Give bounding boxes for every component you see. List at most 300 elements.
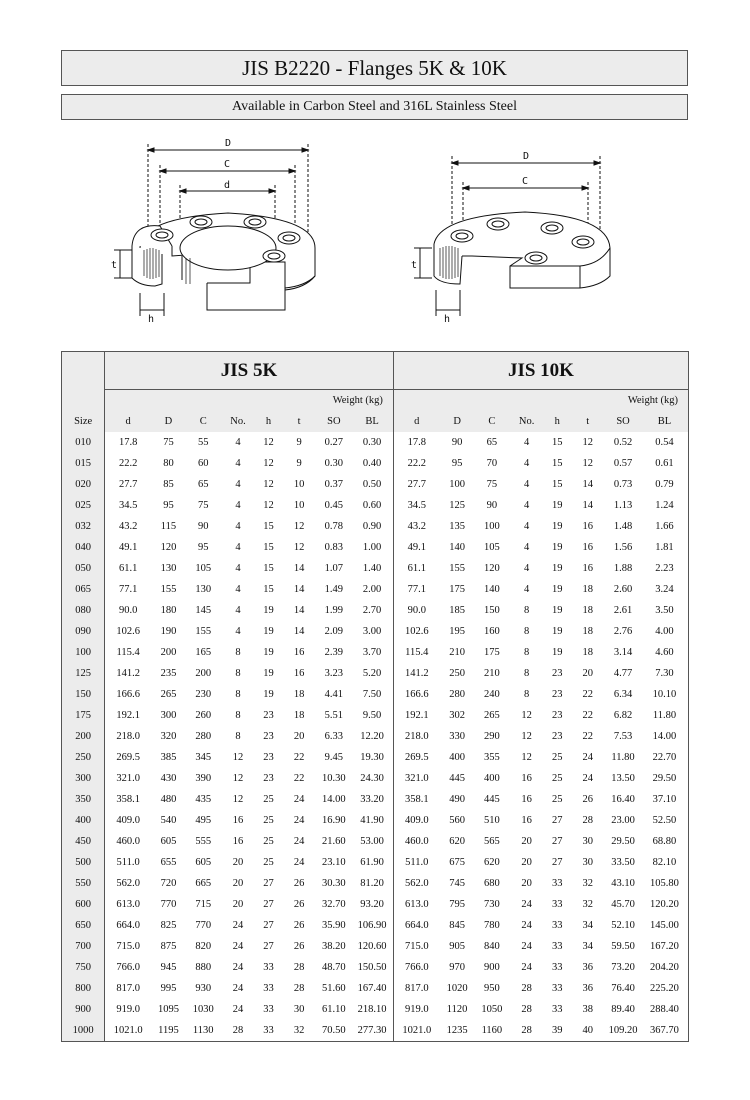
table-cell: 20 [232,857,244,868]
table-cell: 2.39 [324,647,344,658]
table-cell: 28 [521,983,532,994]
table-cell: 260 [195,710,212,721]
table-cell: 61.1 [393,558,439,579]
group-header-5k: JIS 5K [105,352,394,390]
table-cell: 22.70 [652,752,677,763]
table-cell: 27.7 [118,479,138,490]
table-cell: 14.00 [652,731,677,742]
table-cell: 19 [551,647,563,658]
table-row [62,579,689,600]
table-cell: 4 [235,542,241,553]
table-cell: 24 [232,920,244,931]
table-cell: 2.00 [362,584,382,595]
table-cell: 14 [582,500,593,511]
table-cell: 321.0 [393,768,439,789]
table-row [62,474,689,495]
table-cell: 53.00 [360,836,384,847]
table-cell: 82.10 [652,857,677,868]
size-cell: 050 [62,558,105,579]
column-header-5k-so: SO [316,410,351,432]
table-cell: 840 [484,941,500,952]
table-cell: 33 [551,878,563,889]
table-cell: 435 [195,794,212,805]
table-row [62,621,689,642]
table-cell: 2.76 [613,626,633,637]
column-header-10k-d: d [393,410,439,432]
table-cell: 8 [524,647,530,658]
table-cell: 28 [521,1004,532,1015]
table-row [62,705,689,726]
table-cell: 22 [582,710,593,721]
table-cell: 36 [582,962,593,973]
table-row [62,936,689,957]
table-row [62,516,689,537]
table-cell: 200 [160,647,177,658]
table-cell: 0.78 [324,521,344,532]
table-cell: 560 [449,815,465,826]
table-cell: 26 [293,899,305,910]
table-cell: 390 [195,773,212,784]
table-cell: 1.40 [362,563,382,574]
table-cell: 141.2 [393,663,439,684]
table-cell: 4 [235,479,241,490]
table-cell: 320 [160,731,177,742]
table-cell: 218.0 [116,731,140,742]
table-cell: 185 [449,605,465,616]
table-cell: 3.23 [324,668,344,679]
table-cell: 49.1 [393,537,439,558]
table-cell: 1.99 [324,605,344,616]
table-cell: 12 [521,710,532,721]
column-header-10k-so: SO [605,410,641,432]
table-cell: 25 [263,857,274,868]
table-cell: 511.0 [393,852,439,873]
table-cell: 80 [163,458,174,469]
table-cell: 23.10 [322,857,346,868]
table-row [62,495,689,516]
size-cell: 550 [62,873,105,894]
table-cell: 125 [449,500,465,511]
size-cell: 080 [62,600,105,621]
table-cell: 27 [551,836,563,847]
table-cell: 1.66 [655,521,674,532]
table-cell: 52.10 [611,920,635,931]
table-cell: 8 [524,626,530,637]
table-cell: 192.1 [116,710,140,721]
table-cell: 25 [263,836,274,847]
table-cell: 204.20 [650,962,679,973]
table-cell: 166.6 [116,689,140,700]
table-cell: 11.80 [611,752,635,763]
table-cell: 355 [484,752,500,763]
table-cell: 358.1 [393,789,439,810]
size-cell: 500 [62,852,105,873]
table-cell: 825 [160,920,177,931]
table-cell: 400 [484,773,500,784]
table-cell: 18 [293,689,305,700]
table-cell: 39 [551,1025,563,1036]
size-corner [62,352,105,390]
table-cell: 0.54 [655,437,674,448]
table-cell: 1020 [446,983,468,994]
table-cell: 65 [486,437,498,448]
table-cell: 12 [263,458,274,469]
table-cell: 8 [235,710,241,721]
table-cell: 10 [293,479,305,490]
table-cell: 200 [195,668,212,679]
table-cell: 4 [524,521,530,532]
table-cell: 95 [451,458,463,469]
table-cell: 33 [263,1004,274,1015]
table-cell: 330 [449,731,465,742]
table-cell: 17.8 [118,437,138,448]
table-cell: 120 [484,563,500,574]
dim-label-t: t [411,260,418,271]
table-cell: 195 [449,626,465,637]
table-cell: 620 [484,857,500,868]
table-cell: 23 [263,710,274,721]
table-cell: 400 [449,752,465,763]
table-cell: 1.24 [655,500,674,511]
table-cell: 766.0 [393,957,439,978]
table-cell: 2.70 [362,605,382,616]
table-cell: 613.0 [393,894,439,915]
table-cell: 880 [195,962,212,973]
table-cell: 102.6 [116,626,140,637]
table-cell: 0.52 [613,437,633,448]
table-cell: 26 [582,794,593,805]
table-cell: 180 [160,605,177,616]
size-cell: 700 [62,936,105,957]
table-cell: 19 [551,542,563,553]
table-cell: 150 [484,605,500,616]
table-cell: 19 [263,605,274,616]
table-cell: 22 [582,689,593,700]
table-cell: 919.0 [393,999,439,1020]
table-cell: 770 [160,899,177,910]
weight-label-5k: Weight (kg) [105,390,394,411]
table-cell: 12 [232,794,244,805]
table-cell: 85 [163,479,174,490]
table-cell: 23 [551,731,563,742]
table-cell: 2.61 [613,605,633,616]
column-header-10k-h: h [544,410,570,432]
table-cell: 70.50 [322,1025,346,1036]
table-body [62,432,689,1042]
table-cell: 665 [195,878,212,889]
table-cell: 77.1 [118,584,138,595]
table-cell: 93.20 [360,899,384,910]
table-cell: 61.1 [118,563,138,574]
table-cell: 19 [263,689,274,700]
table-cell: 33 [551,941,563,952]
table-cell: 43.2 [118,521,138,532]
table-cell: 24 [521,962,532,973]
table-cell: 1130 [192,1025,214,1036]
table-cell: 5.20 [362,668,382,679]
table-cell: 0.45 [324,500,344,511]
table-row [62,432,689,453]
table-cell: 34.5 [118,500,138,511]
table-cell: 4.00 [655,626,674,637]
table-row [62,810,689,831]
table-cell: 562.0 [393,873,439,894]
size-cell: 600 [62,894,105,915]
table-cell: 89.40 [611,1004,635,1015]
table-cell: 3.00 [362,626,382,637]
table-cell: 33 [551,962,563,973]
table-cell: 367.70 [650,1025,679,1036]
size-cell: 020 [62,474,105,495]
table-cell: 15 [263,584,274,595]
table-cell: 32 [582,899,593,910]
table-cell: 0.30 [324,458,344,469]
flange-dimensions-table [61,351,689,1042]
column-header-5k-d: d [105,410,151,432]
column-header-5k-c: C [186,410,221,432]
table-cell: 905 [449,941,465,952]
table-cell: 0.30 [362,437,382,448]
table-row [62,978,689,999]
table-cell: 155 [449,563,465,574]
group-header-10k: JIS 10K [393,352,688,390]
table-cell: 12 [293,542,305,553]
table-cell: 73.20 [611,962,635,973]
size-cell: 090 [62,621,105,642]
table-cell: 65 [197,479,209,490]
table-cell: 145 [195,605,212,616]
column-header-10k-d: D [440,410,475,432]
table-cell: 90.0 [393,600,439,621]
table-cell: 145.00 [650,920,679,931]
table-cell: 280 [449,689,465,700]
table-cell: 25 [263,815,274,826]
table-cell: 290 [484,731,500,742]
table-cell: 4 [524,437,530,448]
table-cell: 12 [293,521,305,532]
table-cell: 155 [160,584,177,595]
table-cell: 36 [582,983,593,994]
table-row [62,768,689,789]
table-cell: 22 [582,731,593,742]
table-cell: 105 [484,542,500,553]
table-cell: 130 [160,563,177,574]
table-cell: 38.20 [322,941,346,952]
column-header-5k-d: D [151,410,186,432]
table-cell: 61.10 [322,1004,346,1015]
table-cell: 1.00 [362,542,382,553]
table-cell: 24 [582,773,593,784]
table-cell: 167.20 [650,941,679,952]
table-cell: 321.0 [116,773,140,784]
table-cell: 210 [484,668,500,679]
table-cell: 20 [521,836,532,847]
table-cell: 345 [195,752,212,763]
table-cell: 115 [160,521,177,532]
table-cell: 2.60 [613,584,633,595]
table-cell: 218.10 [357,1004,387,1015]
table-cell: 22.2 [393,453,439,474]
table-cell: 24 [521,899,532,910]
table-cell: 1235 [446,1025,468,1036]
table-cell: 1.81 [655,542,674,553]
table-cell: 1030 [192,1004,214,1015]
table-cell: 90 [486,500,498,511]
table-cell: 1120 [446,1004,468,1015]
table-cell: 130 [195,584,212,595]
table-cell: 17.8 [393,432,439,453]
table-row [62,684,689,705]
column-header-10k-bl: BL [641,410,689,432]
table-cell: 1.13 [613,500,633,511]
column-header-10k-t: t [570,410,605,432]
size-cell: 015 [62,453,105,474]
table-cell: 4 [235,458,241,469]
column-header-5k-no: No. [221,410,256,432]
table-cell: 6.33 [324,731,344,742]
table-cell: 8 [235,647,241,658]
table-cell: 3.24 [655,584,674,595]
table-cell: 4 [524,500,530,511]
table-cell: 30 [582,857,593,868]
table-cell: 14 [582,479,593,490]
table-cell: 12.20 [360,731,384,742]
size-cell: 175 [62,705,105,726]
table-cell: 9.50 [362,710,382,721]
table-cell: 277.30 [357,1025,387,1036]
table-cell: 19 [551,584,563,595]
table-cell: 25 [551,773,563,784]
table-cell: 12 [263,500,274,511]
page-title: JIS B2220 - Flanges 5K & 10K [61,50,688,86]
table-cell: 1160 [481,1025,503,1036]
table-cell: 230 [195,689,212,700]
table-cell: 26 [293,878,305,889]
table-cell: 409.0 [116,815,140,826]
table-cell: 24 [521,920,532,931]
table-cell: 24 [293,815,305,826]
table-cell: 175 [449,584,465,595]
table-cell: 9 [296,437,302,448]
table-cell: 20 [582,668,593,679]
table-cell: 605 [195,857,212,868]
table-cell: 0.73 [613,479,633,490]
column-header-10k-c: C [475,410,510,432]
dim-label-d: d [224,180,231,191]
dim-label-C: C [224,159,231,170]
table-row [62,642,689,663]
table-cell: 20 [232,878,244,889]
size-cell: 065 [62,579,105,600]
table-cell: 12 [263,437,274,448]
table-cell: 0.40 [362,458,382,469]
table-row [62,537,689,558]
table-cell: 12 [521,752,532,763]
size-cell: 1000 [62,1020,105,1042]
table-cell: 43.2 [393,516,439,537]
table-cell: 995 [160,983,177,994]
size-cell: 125 [62,663,105,684]
flange-dimensions-table-wrapper [61,351,689,1042]
table-cell: 75 [197,500,209,511]
size-cell: 200 [62,726,105,747]
table-cell: 16 [582,521,593,532]
table-cell: 49.1 [118,542,138,553]
weight-label-10k: Weight (kg) [393,390,688,411]
table-cell: 19 [551,626,563,637]
dim-label-h: h [444,314,451,323]
table-cell: 14 [293,584,305,595]
table-cell: 12 [521,731,532,742]
table-cell: 95 [197,542,209,553]
table-cell: 280 [195,731,212,742]
table-cell: 6.34 [613,689,633,700]
table-cell: 10.30 [322,773,346,784]
table-cell: 6.82 [613,710,633,721]
table-cell: 409.0 [393,810,439,831]
table-cell: 18 [582,626,593,637]
table-cell: 16.40 [611,794,635,805]
table-cell: 240 [484,689,500,700]
table-cell: 33 [263,1025,274,1036]
table-cell: 19 [263,647,274,658]
table-cell: 115.4 [393,642,439,663]
table-cell: 19 [263,626,274,637]
table-row [62,894,689,915]
table-cell: 0.90 [362,521,382,532]
table-cell: 141.2 [116,668,140,679]
table-cell: 16 [232,836,244,847]
size-cell: 400 [62,810,105,831]
table-cell: 1021.0 [393,1020,439,1042]
table-cell: 12 [582,437,593,448]
table-cell: 265 [484,710,500,721]
table-cell: 1195 [158,1025,179,1036]
table-cell: 288.40 [650,1004,679,1015]
table-cell: 52.50 [652,815,677,826]
table-cell: 460.0 [393,831,439,852]
table-cell: 28 [293,962,305,973]
table-cell: 8 [235,731,241,742]
table-cell: 511.0 [116,857,140,868]
table-cell: 120 [160,542,177,553]
table-cell: 4 [524,479,530,490]
table-cell: 14 [293,563,305,574]
table-cell: 21.60 [322,836,346,847]
table-cell: 4 [524,563,530,574]
table-cell: 12 [263,479,274,490]
column-header-5k-t: t [282,410,317,432]
table-cell: 90 [197,521,209,532]
table-cell: 970 [449,962,465,973]
table-cell: 24 [232,941,244,952]
size-spacer [62,390,105,411]
table-cell: 14 [293,605,305,616]
table-cell: 1.49 [324,584,344,595]
table-cell: 55 [197,437,209,448]
table-cell: 109.20 [608,1025,638,1036]
table-cell: 16 [521,815,532,826]
table-cell: 120.60 [357,941,387,952]
table-cell: 32.70 [322,899,346,910]
table-cell: 15 [551,437,563,448]
table-cell: 1.07 [324,563,344,574]
table-cell: 16 [521,773,532,784]
table-cell: 4.60 [655,647,674,658]
table-cell: 30 [293,1004,305,1015]
table-cell: 27 [263,941,274,952]
dim-label-D: D [523,151,530,162]
